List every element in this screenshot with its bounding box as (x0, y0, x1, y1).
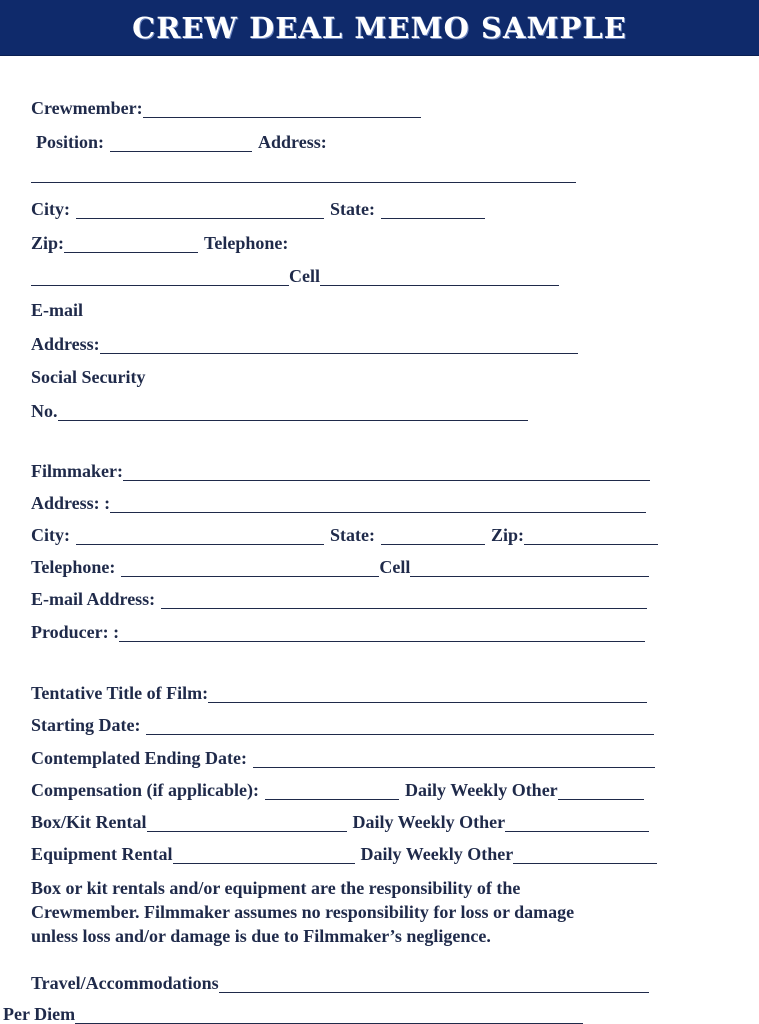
box-kit-row (31, 812, 649, 832)
per-diem-label: Per Diem (3, 1004, 76, 1024)
filmmaker-email-field[interactable] (161, 592, 647, 609)
equipment-label: Equipment Rental (31, 844, 173, 864)
filmmaker-telephone-field[interactable] (121, 560, 379, 577)
filmmaker-state-label: State: (330, 525, 375, 545)
ssn-no-label: No. (31, 401, 58, 421)
city-state-row (31, 199, 485, 219)
filmmaker-zip-field[interactable] (524, 528, 658, 545)
box-kit-field[interactable] (147, 815, 347, 832)
equipment-field[interactable] (173, 847, 355, 864)
travel-field[interactable] (219, 976, 649, 993)
crewmember-label: Crewmember: (31, 98, 143, 118)
compensation-field[interactable] (265, 783, 399, 800)
position-field[interactable] (110, 135, 252, 152)
zip-telephone-row (31, 233, 288, 253)
filmmaker-row (31, 461, 650, 481)
email-address-label: Address: (31, 334, 100, 354)
filmmaker-cell-field[interactable] (410, 560, 649, 577)
filmmaker-city-field[interactable] (76, 528, 324, 545)
filmmaker-address-label: Address: : (31, 493, 111, 513)
end-date-label: Contemplated Ending Date: (31, 748, 248, 768)
responsibility-notice (31, 876, 671, 948)
travel-row (31, 973, 649, 993)
compensation-rate-options: Daily Weekly Other (405, 780, 558, 800)
filmmaker-city-label: City: (31, 525, 70, 545)
email-row (31, 334, 578, 354)
address-label: Address: (258, 132, 327, 152)
position-label: Position: (36, 132, 105, 152)
position-row (36, 132, 327, 152)
crewmember-field[interactable] (143, 101, 421, 118)
telephone-cell-row (31, 266, 559, 286)
per-diem-row (3, 1004, 583, 1024)
notice-line-2: Crewmember. Filmmaker assumes no responsibility for loss or damage (31, 902, 575, 922)
state-label: State: (330, 199, 375, 219)
end-date-row (31, 748, 655, 768)
film-title-label: Tentative Title of Film: (31, 683, 209, 703)
start-date-label: Starting Date: (31, 715, 141, 735)
notice-line-3: unless loss and/or damage is due to Filmmaker’s negligence. (31, 926, 491, 946)
compensation-label: Compensation (if applicable): (31, 780, 260, 800)
email-field[interactable] (100, 337, 578, 354)
filmmaker-label: Filmmaker: (31, 461, 123, 481)
filmmaker-telephone-label: Telephone: (31, 557, 116, 577)
equipment-rate-options: Daily Weekly Other (360, 844, 514, 864)
film-title-field[interactable] (208, 686, 647, 703)
address-row (31, 166, 576, 183)
city-label: City: (31, 199, 70, 219)
box-kit-label: Box/Kit Rental (31, 812, 147, 832)
producer-row (31, 622, 645, 642)
filmmaker-telephone-row (31, 557, 649, 577)
email-label-row (31, 300, 83, 320)
filmmaker-field[interactable] (123, 464, 650, 481)
start-date-field[interactable] (146, 718, 654, 735)
filmmaker-zip-label: Zip: (490, 525, 524, 545)
ssn-row (31, 401, 528, 421)
telephone-label: Telephone: (204, 233, 289, 253)
page-title: CREW DEAL MEMO SAMPLE (132, 10, 627, 45)
state-field[interactable] (381, 202, 485, 219)
ssn-label: Social Security (31, 367, 146, 387)
end-date-field[interactable] (253, 751, 655, 768)
filmmaker-cell-label: Cell (379, 557, 411, 577)
ssn-field[interactable] (58, 404, 528, 421)
per-diem-field[interactable] (75, 1007, 583, 1024)
box-kit-rate-options: Daily Weekly Other (352, 812, 506, 832)
equipment-row (31, 844, 657, 864)
email-label: E-mail (31, 300, 83, 320)
filmmaker-city-row (31, 525, 658, 545)
producer-label: Producer: : (31, 622, 120, 642)
address-field[interactable] (31, 166, 576, 183)
filmmaker-state-field[interactable] (381, 528, 485, 545)
crewmember-row (31, 98, 421, 118)
zip-label: Zip: (31, 233, 65, 253)
notice-line-1: Box or kit rentals and/or equipment are the responsibility of the (31, 878, 521, 898)
filmmaker-email-row (31, 589, 647, 609)
box-kit-other-field[interactable] (505, 815, 649, 832)
travel-label: Travel/Accommodations (31, 973, 219, 993)
producer-field[interactable] (119, 625, 645, 642)
zip-field[interactable] (64, 236, 198, 253)
city-field[interactable] (76, 202, 324, 219)
compensation-row (31, 780, 644, 800)
equipment-other-field[interactable] (513, 847, 657, 864)
cell-label: Cell (289, 266, 320, 286)
compensation-other-field[interactable] (558, 783, 644, 800)
film-title-row (31, 683, 647, 703)
filmmaker-address-field[interactable] (110, 496, 646, 513)
telephone-field[interactable] (31, 269, 289, 286)
ssn-label-row (31, 367, 146, 387)
title-banner (0, 0, 759, 56)
start-date-row (31, 715, 654, 735)
filmmaker-address-row (31, 493, 646, 513)
cell-field[interactable] (320, 269, 559, 286)
filmmaker-email-label: E-mail Address: (31, 589, 156, 609)
